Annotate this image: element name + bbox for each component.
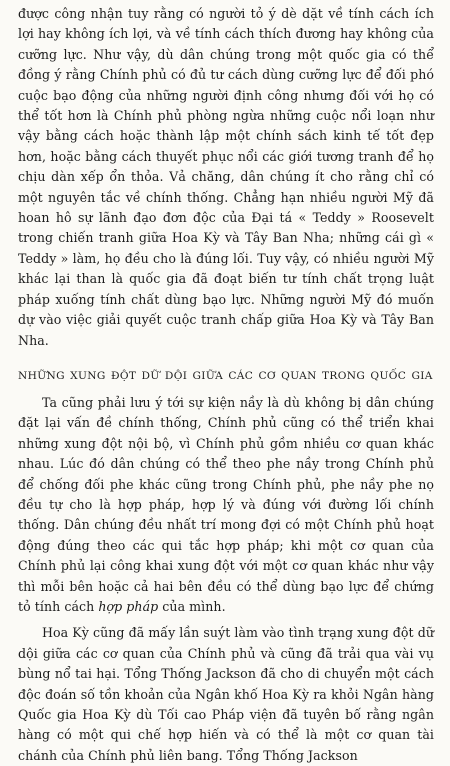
section-heading: NHỮNG XUNG ĐỘT DỮ DỘI GIỮA CÁC CƠ QUAN TRONG QUỐC GIA [18, 369, 433, 382]
paragraph-2-ending: của mình. [158, 598, 226, 614]
italic-emphasis: hợp pháp [98, 598, 159, 614]
body-paragraph-2 [18, 393, 434, 617]
body-paragraph-1: được công nhận tuy rằng có người tỏ ý dè dặt về tính cách ích lợi hay không ích lợi, và về tính cách thích đương hay không của cưỡng lực. Như vậy, dù dân chúng trong một quốc gia có thể đồng ý rằng Chính phủ có đủ tư cách dùng cưỡng lực để đối phó cuộc bạo động của những người định công nhưng đối với họ có thể tốt hơn là Chính phủ phòng ngừa những cuộc nổi loạn như vậy bằng cách hoặc thành lập một chính sách kinh tế tốt đẹp hơn, hoặc bằng cách thuyết phục nổi các giới tương tranh để họ chịu dàn xếp ổn thỏa. Vả chăng, dân chúng ít cho rằng chỉ có một nguyên tắc về chính thống. Chẳng hạn nhiều người Mỹ đã hoan hô sự lãnh đạo đơn độc của Đại tá « Teddy » Roosevelt trong chiến tranh giữa Hoa Kỳ và Tây Ban Nha; những cái gì « Teddy » làm, họ đều cho là đúng lối. Tuy vậy, có nhiều người Mỹ khác lại than là quốc gia đã đoạt biến tư tính chất trọng luật pháp xuống tính chất dùng bạo lực. Những người Mỹ đó muốn dự vào việc giải quyết cuộc tranh chấp giữa Hoa Kỳ và Tây Ban Nha. [18, 6, 434, 348]
paragraph-2-text: Ta cũng phải lưu ý tới sự kiện nầy là dù không bị dân chúng đặt lại vấn đề chính thống, Chính phủ cũng có thể triển khai những xung đột nội bộ, vì Chính phủ gồm nhiều cơ quan khác nhau. Lúc đó dân chúng có thể theo phe nầy trong Chính phủ để chống đối phe khác cũng trong Chính phủ, phe nầy phe nọ đều tự cho là hợp pháp, hợp lý và đúng với đường lối chính thống. Dân chúng đều nhất trí mong đợi có một Chính phủ hoạt động đúng theo các qui tắc hợp pháp; khi một cơ quan của Chính phủ lại công khai xung đột với một cơ quan khác như vậy thì mỗi bên hoặc cả hai bên đều có thể dùng bạo lực để chứng tỏ tính cách [18, 394, 434, 614]
body-paragraph-3: Hoa Kỳ cũng đã mấy lần suýt làm vào tình trạng xung đột dữ dội giữa các cơ quan của Chính phủ và cũng đã trải qua vài vụ bùng nổ tai hại. Tổng Thống Jackson đã cho di chuyển một cách độc đoán số tồn khoản của Ngân khố Hoa Kỳ ra khỏi Ngân hàng Quốc gia Hoa Kỳ dù Tối cao Pháp viện đã tuyên bố rằng ngân hàng có một qui chế hợp hiến và có thể là một cơ quan tài chánh của Chính phủ liên bang. Tổng Thống Jackson [18, 625, 434, 763]
